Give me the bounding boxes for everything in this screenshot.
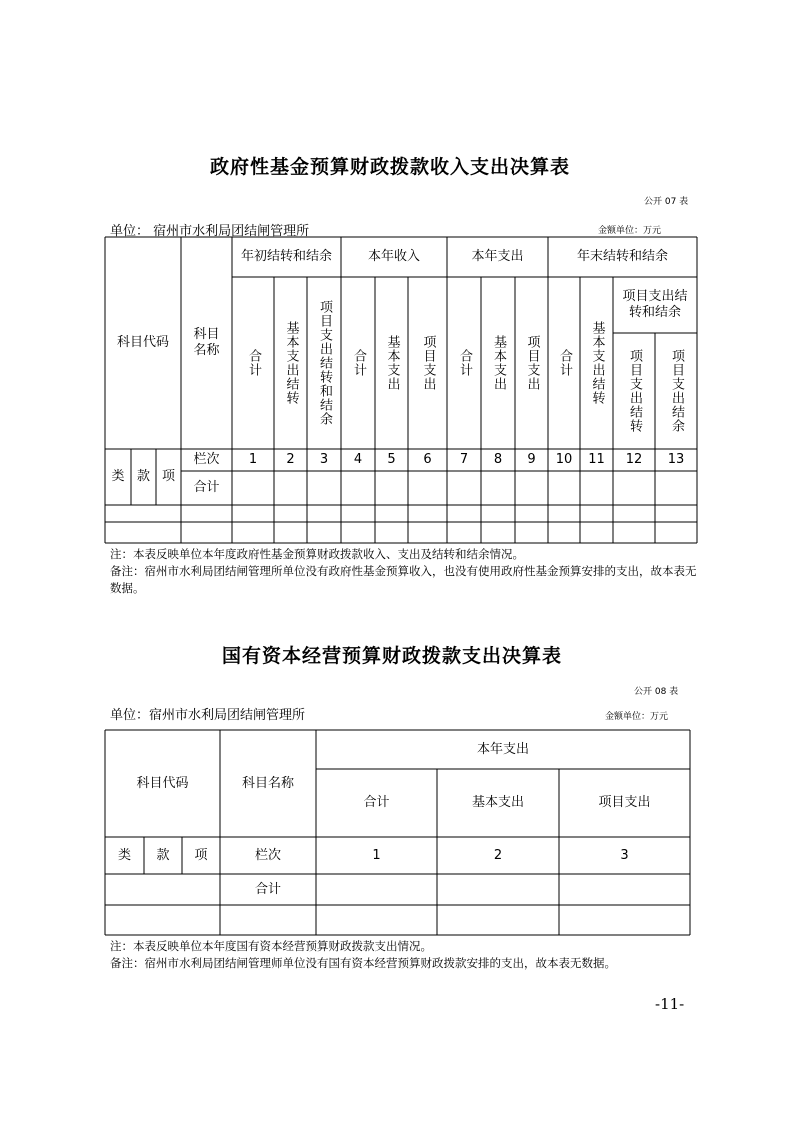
table1-row-kuan: 款: [136, 469, 150, 484]
table1-colnum: 7: [459, 452, 469, 467]
table2-title: 国有资本经营预算财政拨款支出决算表: [222, 645, 563, 667]
table1-row-heji: 合计: [193, 480, 220, 495]
table1-h-end-project-surplus: 项目支出结余: [669, 349, 684, 433]
table1-remark: 备注：宿州市水利局团结闸管理所单位没有政府性基金预算收入，也没有使用政府性基金预算安排的支出，故本表无数据。: [110, 564, 697, 595]
table1-colnum: 3: [319, 452, 329, 467]
table2-colnum: 3: [620, 847, 629, 863]
table1-h-end-project-group: 项目支出结转和结余: [622, 289, 688, 320]
table1-header-name: 科目名称: [193, 327, 220, 358]
table2-note: 注：本表反映单位本年度国有资本经营预算财政拨款支出情况。: [110, 939, 432, 953]
table1-note: 注：本表反映单位本年度政府性基金预算财政拨款收入、支出及结转和结余情况。: [110, 547, 524, 561]
table1-amount-unit: 金额单位：万元: [598, 226, 662, 236]
table1-colnum: 5: [387, 452, 396, 467]
table1-h-expense-basic: 基本支出: [491, 335, 506, 391]
table1-h-begin-basic: 基本支出结转: [283, 321, 299, 405]
table1-colnum: 13: [667, 452, 685, 467]
table2-h-basic: 基本支出: [471, 795, 524, 810]
table2-header-code: 科目代码: [136, 775, 189, 791]
table2-h-project: 项目支出: [598, 795, 651, 810]
table1-row-xiang: 项: [161, 469, 175, 484]
table2-unit-label: 单位：宿州市水利局团结闸管理所: [110, 708, 306, 723]
table2-row-lanci: 栏次: [254, 847, 281, 863]
table2-row-heji: 合计: [254, 881, 281, 897]
table1-colnum: 1: [248, 452, 258, 467]
table2-row-kuan: 款: [156, 847, 170, 863]
table2-remark: 备注：宿州市水利局团结闸管理师单位没有国有资本经营预算财政拨款安排的支出，故本表无数据。: [110, 956, 616, 970]
table2-colnum: 1: [372, 847, 381, 863]
table1-h-end-total: 合计: [557, 349, 572, 377]
page-number: -11-: [655, 995, 685, 1013]
table2-group-expense: 本年支出: [476, 741, 529, 757]
table1-title: 政府性基金预算财政拨款收入支出决算表: [210, 156, 571, 178]
table1-group-expense: 本年支出: [471, 249, 524, 264]
table1-colnum: 6: [423, 452, 432, 467]
table1-group-begin: 年初结转和结余: [240, 249, 332, 264]
table1-h-begin-project: 项目支出结转和结余: [317, 300, 332, 426]
table1-h-expense-project: 项目支出: [524, 335, 540, 391]
table1-h-end-basic: 基本支出结转: [589, 321, 605, 405]
table1-colnum: 2: [286, 452, 295, 467]
table2-amount-unit: 金额单位：万元: [605, 712, 669, 722]
table1-form-number: 公开 07 表: [644, 197, 689, 207]
table1-h-expense-total: 合计: [457, 349, 472, 377]
table1-colnum: 12: [625, 452, 643, 467]
table1-group-income: 本年收入: [367, 249, 420, 264]
table1-row-lanci: 栏次: [193, 452, 220, 467]
table1-h-end-project-carry: 项目支出结转: [627, 349, 642, 433]
table1-h-income-total: 合计: [351, 349, 366, 377]
table2-colnum: 2: [493, 847, 503, 863]
table1-header-code: 科目代码: [116, 335, 169, 350]
table1-colnum: 4: [353, 452, 363, 467]
table1-colnum: 8: [493, 452, 503, 467]
table1-colnum: 10: [555, 452, 573, 467]
table1-group-end: 年末结转和结余: [576, 249, 668, 264]
table1-unit-label: 单位： 宿州市水利局团结闸管理所: [110, 224, 310, 239]
table2-form-number: 公开 08 表: [634, 687, 679, 697]
table1-row-lei: 类: [111, 469, 125, 484]
table1-colnum: 11: [588, 452, 605, 467]
table2-h-total: 合计: [363, 795, 390, 810]
table1-h-begin-total: 合计: [246, 349, 261, 377]
table2-row-lei: 类: [117, 847, 131, 863]
table1-colnum: 9: [527, 452, 536, 467]
table2-header-name: 科目名称: [241, 775, 294, 791]
table2-row-xiang: 项: [194, 847, 208, 863]
table1-h-income-basic: 基本支出: [384, 335, 400, 391]
table1-h-income-project: 项目支出: [420, 335, 436, 391]
